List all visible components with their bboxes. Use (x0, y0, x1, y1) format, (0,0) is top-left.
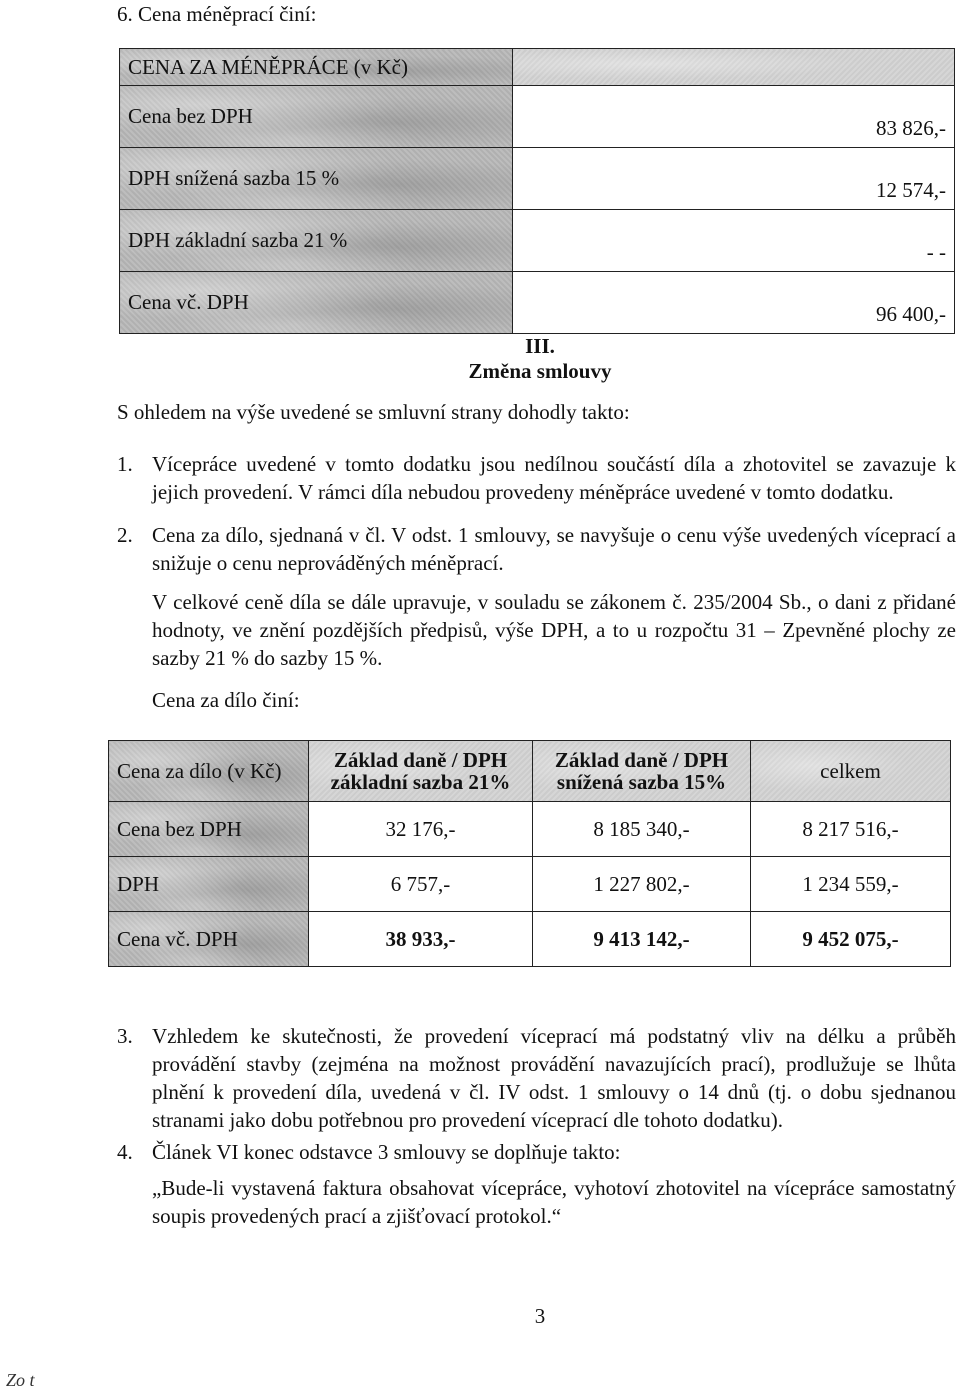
table-row (120, 210, 955, 272)
table1-row-label: Cena vč. DPH (120, 272, 513, 334)
table-row (120, 86, 955, 148)
table1-row-value: 12 574,- (513, 148, 955, 210)
table1-row-label: Cena bez DPH (120, 86, 513, 148)
table2-cell: 6 757,- (309, 857, 533, 912)
table-row (120, 148, 955, 210)
menepráce-price-table (119, 48, 955, 334)
item-1-number: 1. (117, 452, 133, 476)
table2-cell: 1 227 802,- (533, 857, 751, 912)
table2-cell: 9 452 075,- (751, 912, 951, 967)
table2-cell: 9 413 142,- (533, 912, 751, 967)
table1-header: CENA ZA MÉNĚPRÁCE (v Kč) (120, 49, 513, 86)
item-2-number: 2. (117, 523, 133, 547)
table1-row-value: 96 400,- (513, 272, 955, 334)
table2-row-label: Cena vč. DPH (109, 912, 309, 967)
item-4-quote: „Bude-li vystavená faktura obsahovat vícepráce, vyhotoví zhotovitel na vícepráce samostatný soupis provedených prací a zjišťovací protokol.“ (152, 1176, 956, 1228)
table-row (109, 912, 951, 967)
table2-header-basic-rate: Základ daně / DPH základní sazba 21% (309, 741, 533, 802)
table2-header-total: celkem (751, 741, 951, 802)
item-4-text: Článek VI konec odstavce 3 smlouvy se doplňuje takto: (152, 1140, 621, 1164)
item-1-text: Vícepráce uvedené v tomto dodatku jsou nedílnou součástí díla a zhotovitel se zavazuje k jejich provedení. V rámci díla nebudou provedeny méněpráce uvedené v tomto dodatku. (152, 452, 956, 504)
item-2-text-vat: V celkové ceně díla se dále upravuje, v souladu se zákonem č. 235/2004 Sb., o dani z přidané hodnoty, ve znění pozdějších předpisů, výše DPH, a to u rozpočtu 31 – Zpevněné plochy ze sazby 21 % do sazby 15 %. (152, 590, 956, 670)
table1-row-value: 83 826,- (513, 86, 955, 148)
table2-row-label: DPH (109, 857, 309, 912)
table1-header-filler (513, 49, 955, 86)
table2-cell: 38 933,- (309, 912, 533, 967)
intro-text: S ohledem na výše uvedené se smluvní strany dohodly takto: (117, 400, 630, 424)
section-3-number: III. (525, 334, 555, 358)
item-3-text: Vzhledem ke skutečnosti, že provedení víceprací má podstatný vliv na délku a průběh provádění stavby (zejména na možnost provádění navazujících prací), prodlužuje se lhůta plnění k provedení díla, uvedená v čl. IV odst. 1 smlouvy o 14 dnů (tj. o dobu sjednanou stranami jako dobu potřebnou pro provedení víceprací dle tohoto dodatku). (152, 1024, 956, 1132)
item-3-number: 3. (117, 1024, 133, 1048)
item-4-number: 4. (117, 1140, 133, 1164)
table1-row-value: - - (513, 210, 955, 272)
table2-cell: 32 176,- (309, 802, 533, 857)
table2-row-label: Cena bez DPH (109, 802, 309, 857)
item-2-text: Cena za dílo, sjednaná v čl. V odst. 1 smlouvy, se navyšuje o cenu výše uvedených víceprací a snižuje o cenu neprováděných méněprací. (152, 523, 956, 575)
table-row (120, 272, 955, 334)
table2-cell: 8 217 516,- (751, 802, 951, 857)
table-row (109, 857, 951, 912)
table2-header-reduced-rate: Základ daně / DPH snížená sazba 15% (533, 741, 751, 802)
handwritten-initials: Zo t (6, 1370, 35, 1390)
table2-header-label: Cena za dílo (v Kč) (109, 741, 309, 802)
table1-row-label: DPH snížená sazba 15 % (120, 148, 513, 210)
page-number: 3 (534, 1304, 546, 1328)
table-row (109, 802, 951, 857)
section-3-title: Změna smlouvy (468, 359, 612, 383)
table2-cell: 1 234 559,- (751, 857, 951, 912)
table2-cell: 8 185 340,- (533, 802, 751, 857)
contract-price-table (108, 740, 951, 967)
price-label: Cena za dílo činí: (152, 688, 300, 712)
table1-row-label: DPH základní sazba 21 % (120, 210, 513, 272)
section-6-heading: 6. Cena méněprací činí: (117, 2, 317, 26)
